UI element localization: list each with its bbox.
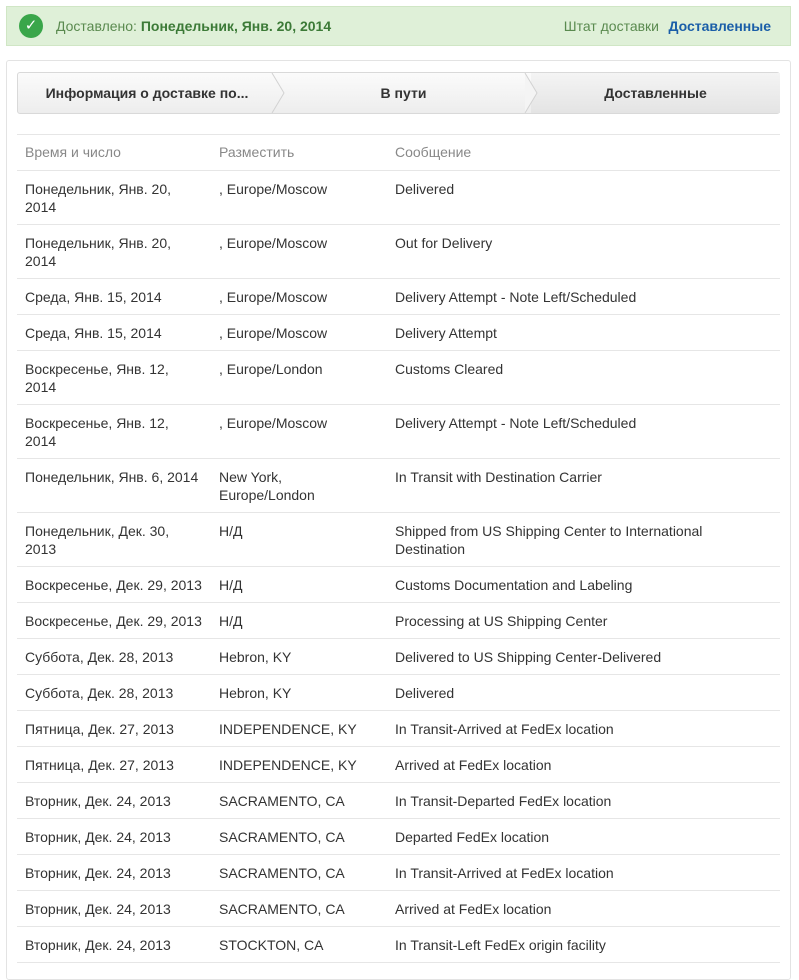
delivery-status	[56, 18, 331, 34]
cell-location: SACRAMENTO, CA	[211, 783, 387, 819]
cell-message: Customs Cleared	[387, 351, 780, 405]
cell-time: Воскресенье, Янв. 12, 2014	[17, 405, 211, 459]
cell-message: Delivery Attempt	[387, 315, 780, 351]
table-row	[17, 351, 780, 405]
cell-location: Hebron, KY	[211, 675, 387, 711]
cell-message: Delivered	[387, 675, 780, 711]
cell-location: Н/Д	[211, 513, 387, 567]
cell-message: Arrived at FedEx location	[387, 747, 780, 783]
delivery-date: Понедельник, Янв. 20, 2014	[140, 18, 332, 34]
cell-time: Пятница, Дек. 27, 2013	[17, 747, 211, 783]
cell-location: SACRAMENTO, CA	[211, 855, 387, 891]
table-row	[17, 711, 780, 747]
cell-message: Delivery Attempt - Note Left/Scheduled	[387, 405, 780, 459]
cell-time: Понедельник, Дек. 30, 2013	[17, 513, 211, 567]
cell-time: Вторник, Дек. 24, 2013	[17, 819, 211, 855]
cell-message: Delivery Attempt - Note Left/Scheduled	[387, 279, 780, 315]
table-row	[17, 567, 780, 603]
table-row	[17, 171, 780, 225]
cell-time: Пятница, Дек. 27, 2013	[17, 711, 211, 747]
cell-location: SACRAMENTO, CA	[211, 819, 387, 855]
cell-location: Н/Д	[211, 603, 387, 639]
cell-time: Понедельник, Янв. 20, 2014	[17, 225, 211, 279]
table-row	[17, 513, 780, 567]
cell-time: Вторник, Дек. 24, 2013	[17, 855, 211, 891]
table-row	[17, 603, 780, 639]
cell-time: Суббота, Дек. 28, 2013	[17, 639, 211, 675]
progress-steps	[17, 72, 780, 114]
table-row	[17, 639, 780, 675]
step-separator-arrow	[270, 73, 286, 113]
cell-message: In Transit-Arrived at FedEx location	[387, 855, 780, 891]
table-header-row	[17, 135, 780, 171]
cell-time: Воскресенье, Дек. 29, 2013	[17, 603, 211, 639]
cell-message: Shipped from US Shipping Center to International Destination	[387, 513, 780, 567]
cell-time: Понедельник, Янв. 6, 2014	[17, 459, 211, 513]
cell-message: In Transit with Destination Carrier	[387, 459, 780, 513]
cell-time: Понедельник, Янв. 20, 2014	[17, 171, 211, 225]
cell-message: Out for Delivery	[387, 225, 780, 279]
cell-message: Departed FedEx location	[387, 819, 780, 855]
table-row	[17, 747, 780, 783]
tracking-history-table	[17, 134, 780, 963]
table-row	[17, 459, 780, 513]
cell-message: Arrived at FedEx location	[387, 891, 780, 927]
cell-location: INDEPENDENCE, KY	[211, 711, 387, 747]
step-separator-arrow	[523, 73, 539, 113]
cell-message: Customs Documentation and Labeling	[387, 567, 780, 603]
table-row	[17, 927, 780, 963]
cell-time: Воскресенье, Дек. 29, 2013	[17, 567, 211, 603]
cell-time: Воскресенье, Янв. 12, 2014	[17, 351, 211, 405]
delivery-state-value: Доставленные	[668, 18, 771, 34]
delivery-state-label: Штат доставки	[563, 18, 659, 34]
cell-time: Вторник, Дек. 24, 2013	[17, 783, 211, 819]
cell-message: In Transit-Left FedEx origin facility	[387, 927, 780, 963]
cell-location: Н/Д	[211, 567, 387, 603]
cell-location: , Europe/London	[211, 351, 387, 405]
cell-message: Processing at US Shipping Center	[387, 603, 780, 639]
cell-location: , Europe/Moscow	[211, 405, 387, 459]
table-row	[17, 891, 780, 927]
cell-location: , Europe/Moscow	[211, 279, 387, 315]
table-row	[17, 855, 780, 891]
step-in-transit: В пути	[380, 85, 427, 101]
delivery-status-prefix: Доставлено:	[56, 18, 141, 34]
column-header-location: Разместить	[211, 135, 387, 171]
cell-message: Delivered	[387, 171, 780, 225]
cell-location: New York, Europe/London	[211, 459, 387, 513]
cell-time: Среда, Янв. 15, 2014	[17, 279, 211, 315]
table-row	[17, 405, 780, 459]
delivery-status-banner	[6, 6, 791, 46]
step-shipment-info: Информация о доставке по...	[45, 85, 249, 101]
column-header-time: Время и число	[17, 135, 211, 171]
cell-location: , Europe/Moscow	[211, 315, 387, 351]
table-row	[17, 279, 780, 315]
cell-location: Hebron, KY	[211, 639, 387, 675]
cell-message: In Transit-Arrived at FedEx location	[387, 711, 780, 747]
table-row	[17, 675, 780, 711]
check-circle-icon: ✓	[19, 14, 43, 38]
cell-time: Вторник, Дек. 24, 2013	[17, 891, 211, 927]
step-delivered: Доставленные	[531, 73, 780, 113]
table-row	[17, 819, 780, 855]
table-row	[17, 783, 780, 819]
cell-location: , Europe/Moscow	[211, 171, 387, 225]
cell-time: Среда, Янв. 15, 2014	[17, 315, 211, 351]
cell-message: In Transit-Departed FedEx location	[387, 783, 780, 819]
column-header-message: Сообщение	[387, 135, 780, 171]
cell-time: Вторник, Дек. 24, 2013	[17, 927, 211, 963]
cell-location: , Europe/Moscow	[211, 225, 387, 279]
table-row	[17, 225, 780, 279]
tracking-panel	[6, 60, 791, 980]
cell-location: SACRAMENTO, CA	[211, 891, 387, 927]
table-row	[17, 315, 780, 351]
cell-message: Delivered to US Shipping Center-Delivered	[387, 639, 780, 675]
cell-time: Суббота, Дек. 28, 2013	[17, 675, 211, 711]
cell-location: STOCKTON, CA	[211, 927, 387, 963]
cell-location: INDEPENDENCE, KY	[211, 747, 387, 783]
